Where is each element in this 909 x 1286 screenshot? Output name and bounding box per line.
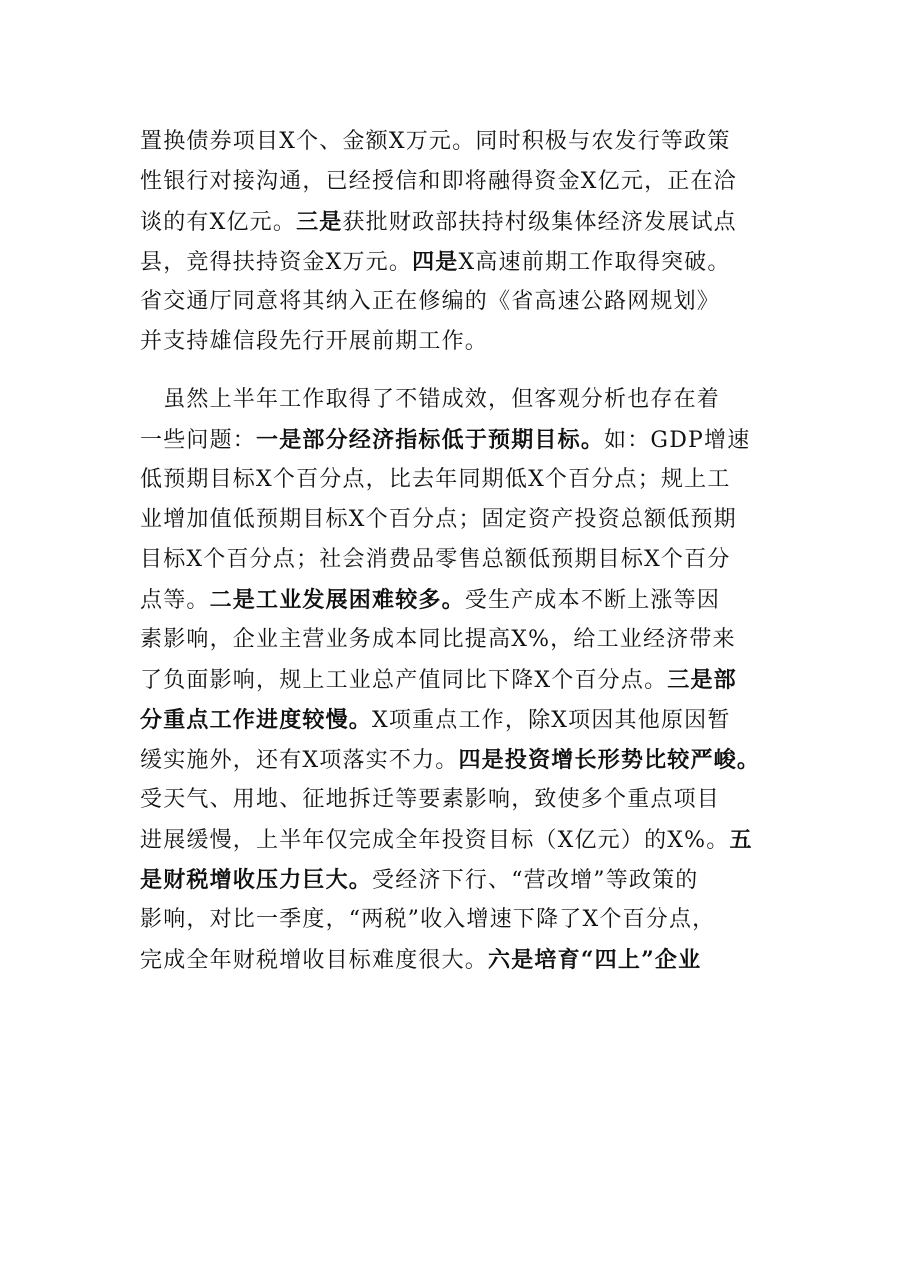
- bold-text-run: 五: [729, 827, 753, 853]
- text-run: 置换债券项目X个、金额X万元。同时积极与农发行等政策: [140, 129, 731, 154]
- bold-text-run: 二是工业发展困难较多。: [209, 587, 465, 613]
- text-run: 完成全年财税增收目标难度很大。: [140, 948, 489, 973]
- bold-text-run: 四是投资增长形势比较严峻。: [458, 747, 761, 773]
- text-line: [140, 380, 780, 420]
- text-line: [140, 500, 780, 540]
- paragraph-gap: [140, 362, 780, 380]
- document-body: [140, 122, 780, 980]
- text-run: 影响，对比一季度，“两税”收入增速下降了X个百分点，: [140, 907, 716, 932]
- text-run: 性银行对接沟通，已经授信和即将融得资金X亿元，正在洽: [140, 169, 737, 194]
- text-line: [140, 540, 780, 580]
- text-line: [140, 242, 780, 282]
- paragraph-1: [140, 122, 780, 362]
- text-run: 点等。: [140, 588, 210, 613]
- text-line: [140, 940, 780, 980]
- paragraph-2: [140, 380, 780, 980]
- text-run: X项重点工作，除X项因其他原因暂: [372, 708, 731, 733]
- text-line: [140, 420, 780, 460]
- bold-text-run: 四是: [412, 249, 459, 275]
- text-run: 省交通厅同意将其纳入正在修编的《省高速公路网规划》: [140, 289, 721, 314]
- text-line: [140, 740, 780, 780]
- bold-text-run: 是财税增收压力巨大。: [140, 867, 373, 893]
- text-line: [140, 122, 780, 162]
- text-line: [140, 202, 780, 242]
- text-run: 业增加值低预期目标X个百分点；固定资产投资总额低预期: [140, 507, 737, 532]
- text-run: 缓实施外，还有X项落实不力。: [140, 748, 459, 773]
- bold-text-run: 一是部分经济指标低于预期目标。: [256, 427, 605, 453]
- text-run: X高速前期工作取得突破。: [458, 250, 731, 275]
- text-run: 如：GDP增速: [604, 428, 751, 453]
- bold-text-run: 三是部: [667, 667, 737, 693]
- text-line: [140, 820, 780, 860]
- text-line: [140, 860, 780, 900]
- text-run: 目标X个百分点；社会消费品零售总额低预期目标X个百分: [140, 547, 731, 572]
- bold-text-run: 分重点工作进度较慢。: [140, 707, 373, 733]
- text-line: [140, 660, 780, 700]
- text-run: 受生产成本不断上涨等因: [464, 588, 721, 613]
- text-run: 谈的有X亿元。: [140, 210, 297, 235]
- text-line: [140, 900, 780, 940]
- text-run: 县，竞得扶持资金X万元。: [140, 250, 413, 275]
- text-line: [140, 322, 780, 362]
- bold-text-run: 三是: [296, 209, 343, 235]
- text-run: 虽然上半年工作取得了不错成效，但客观分析也存在着: [140, 387, 721, 412]
- text-run: 进展缓慢，上半年仅完成全年投资目标（X亿元）的X%。: [140, 828, 730, 853]
- text-run: 低预期目标X个百分点，比去年同期低X个百分点；规上工: [140, 467, 731, 492]
- text-line: [140, 282, 780, 322]
- text-run: 了负面影响，规上工业总产值同比下降X个百分点。: [140, 668, 668, 693]
- text-line: [140, 700, 780, 740]
- text-line: [140, 620, 780, 660]
- text-line: [140, 460, 780, 500]
- text-run: 一些问题：: [140, 428, 257, 453]
- text-run: 受天气、用地、征地拆迁等要素影响，致使多个重点项目: [140, 787, 721, 812]
- text-run: 受经济下行、“营改增”等政策的: [372, 868, 699, 893]
- text-line: [140, 162, 780, 202]
- bold-text-run: 六是培育“四上”企业: [488, 947, 702, 973]
- text-run: 素影响，企业主营业务成本同比提高X%，给工业经济带来: [140, 627, 736, 652]
- text-line: [140, 780, 780, 820]
- text-run: 获批财政部扶持村级集体经济发展试点: [342, 210, 737, 235]
- text-line: [140, 580, 780, 620]
- text-run: 并支持雄信段先行开展前期工作。: [140, 329, 489, 354]
